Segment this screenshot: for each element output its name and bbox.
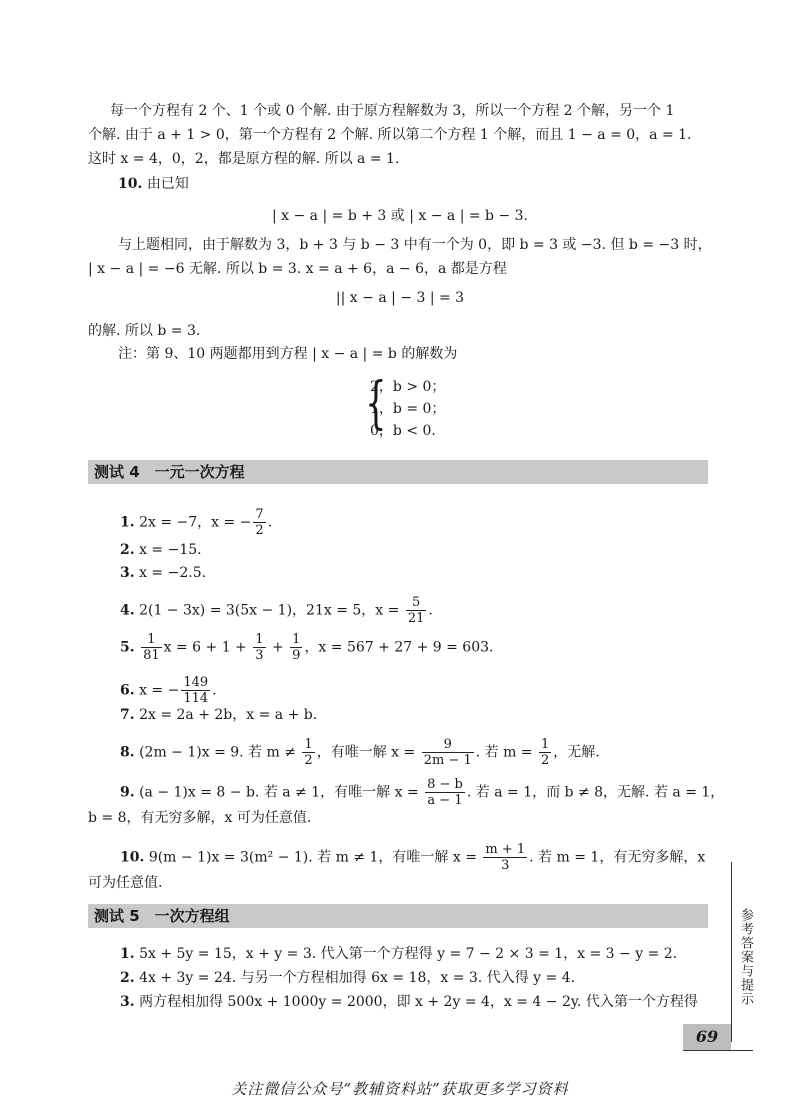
fraction: $\frac{1}{2}$ <box>540 737 550 768</box>
fraction: $\frac{8 - b}{a - 1}$ <box>427 777 463 808</box>
question-text: 由已知 <box>146 176 189 192</box>
side-tab-label: 参考答案与提示 <box>738 908 753 1006</box>
answer-item-continuation: 可为任意值. <box>88 875 163 891</box>
fraction: $\frac{1}{2}$ <box>304 737 313 768</box>
section-header: 测试 4 一元一次方程 <box>88 460 708 484</box>
answer-item: 1. 2x = −7，x = − $\frac{7}{2}$ . <box>120 507 273 538</box>
item-number: 1. <box>120 514 135 531</box>
item-text: x = −2.5. <box>139 565 207 581</box>
page-number: 69 <box>683 1024 731 1050</box>
item-text: 2x = −7，x = − <box>139 514 252 531</box>
item-text: 4x + 3y = 24. 与另一个方程相加得 6x = 18，x = 3. 代入得 y = 4. <box>139 970 576 986</box>
section-header: 测试 5 一次方程组 <box>88 904 708 928</box>
item-number: 1. <box>120 946 135 962</box>
item-number: 4. <box>120 602 135 619</box>
question-10-heading <box>118 175 189 193</box>
answer-item: 6. x = − $\frac{149}{114}$ . <box>120 675 217 706</box>
answer-item <box>120 993 698 1011</box>
item-text: x = −15. <box>139 542 202 558</box>
answer-item <box>120 945 677 963</box>
answer-item: 5. $\frac{1}{81}$ x = 6 + 1 + $\frac{1}{3}$ + $\frac{1}{9}$ ，x = 567 + 27 + 9 = 603. <box>120 632 494 663</box>
paragraph-line: 与上题相同，由于解数为 3，b + 3 与 b − 3 中有一个为 0，即 b = 3 或 −3. 但 b = −3 时， <box>118 237 712 253</box>
paragraph-line: 这时 x = 4，0，2，都是原方程的解. 所以 a = 1. <box>88 151 400 167</box>
case-line: 0，b < 0. <box>370 423 436 439</box>
item-number: 2. <box>120 542 135 558</box>
fraction: $\frac{7}{2}$ <box>255 507 264 538</box>
answer-item: 10. 9(m − 1)x = 3(m² − 1). 若 m ≠ 1，有唯一解 x = $\frac{m + 1}{3}$ . 若 m = 1，有无穷多解，x <box>120 842 706 873</box>
item-number: 6. <box>120 682 135 699</box>
answer-item <box>120 706 317 724</box>
answer-item-continuation: b = 8，有无穷多解，x 可为任意值. <box>88 810 312 826</box>
fraction: $\frac{1}{3}$ <box>255 632 264 663</box>
answer-item: 8. (2m − 1)x = 9. 若 m ≠ $\frac{1}{2}$ ，有唯一解 x = $\frac{9}{2m - 1}$ . 若 m = $\frac{1}{2}$ ，无解. <box>120 737 600 768</box>
paragraph-line: | x − a | = −6 无解. 所以 b = 3. x = a + 6，a − 6，a 都是方程 <box>88 261 507 277</box>
item-number: 2. <box>120 970 135 986</box>
left-brace: { <box>365 371 387 436</box>
answer-item: 9. (a − 1)x = 8 − b. 若 a ≠ 1，有唯一解 x = $\frac{8 - b}{a - 1}$ . 若 a = 1，而 b ≠ 8，无解. 若 a = 1， <box>120 777 725 808</box>
equation-display: || x − a | − 3 | = 3 <box>335 290 465 306</box>
item-text: 2(1 − 3x) = 3(5x − 1)，21x = 5，x = <box>139 602 404 619</box>
answer-item <box>120 564 206 582</box>
item-text: (a − 1)x = 8 − b. 若 a ≠ 1，有唯一解 x = <box>139 784 424 801</box>
side-tab <box>731 862 754 1042</box>
item-text: 9(m − 1)x = 3(m² − 1). 若 m ≠ 1，有唯一解 x = <box>148 849 482 866</box>
item-text: 2x = 2a + 2b，x = a + b. <box>139 707 318 723</box>
paragraph-line: 的解. 所以 b = 3. <box>88 323 201 339</box>
item-number: 9. <box>120 784 135 801</box>
divider <box>683 1050 753 1051</box>
item-number: 5. <box>120 639 135 656</box>
item-number: 8. <box>120 744 135 761</box>
footer-note: 关注微信公众号“教辅资料站”获取更多学习资料 <box>231 1080 569 1098</box>
equation-display: | x − a | = b + 3 或 | x − a | = b − 3. <box>271 208 529 224</box>
item-number: 7. <box>120 707 135 723</box>
answer-item <box>120 541 202 559</box>
fraction: $\frac{m + 1}{3}$ <box>485 842 526 873</box>
paragraph-line: 个解. 由于 a + 1 > 0，第一个方程有 2 个解. 所以第二个方程 1 个解，而且 1 − a = 0，a = 1. <box>88 127 692 143</box>
item-number: 10. <box>120 849 145 866</box>
item-number: 3. <box>120 994 135 1010</box>
fraction: $\frac{9}{2m - 1}$ <box>423 737 472 768</box>
question-number: 10. <box>118 176 143 192</box>
fraction: $\frac{5}{21}$ <box>407 595 425 626</box>
note-line: 注：第 9、10 两题都用到方程 | x − a | = b 的解数为 <box>118 346 458 362</box>
paragraph-line: 每一个方程有 2 个、1 个或 0 个解. 由于原方程解数为 3，所以一个方程 2 个解，另一个 1 <box>110 103 675 119</box>
item-text: x = − <box>139 682 180 699</box>
fraction: $\frac{1}{81}$ <box>143 632 160 663</box>
fraction: $\frac{1}{9}$ <box>292 632 301 663</box>
item-text: (2m − 1)x = 9. 若 m ≠ <box>139 744 301 761</box>
case-line: 2，b > 0； <box>370 379 446 395</box>
item-text: 5x + 5y = 15，x + y = 3. 代入第一个方程得 y = 7 − 2 × 3 = 1，x = 3 − y = 2. <box>139 946 678 962</box>
item-text: 两方程相加得 500x + 1000y = 2000，即 x + 2y = 4，x = 4 − 2y. 代入第一个方程得 <box>139 994 698 1010</box>
answer-item <box>120 969 575 987</box>
item-number: 3. <box>120 565 135 581</box>
case-line: 1，b = 0； <box>370 401 446 417</box>
answer-item: 4. 2(1 − 3x) = 3(5x − 1)，21x = 5，x = $\frac{5}{21}$ . <box>120 595 433 626</box>
fraction: $\frac{149}{114}$ <box>183 675 209 706</box>
